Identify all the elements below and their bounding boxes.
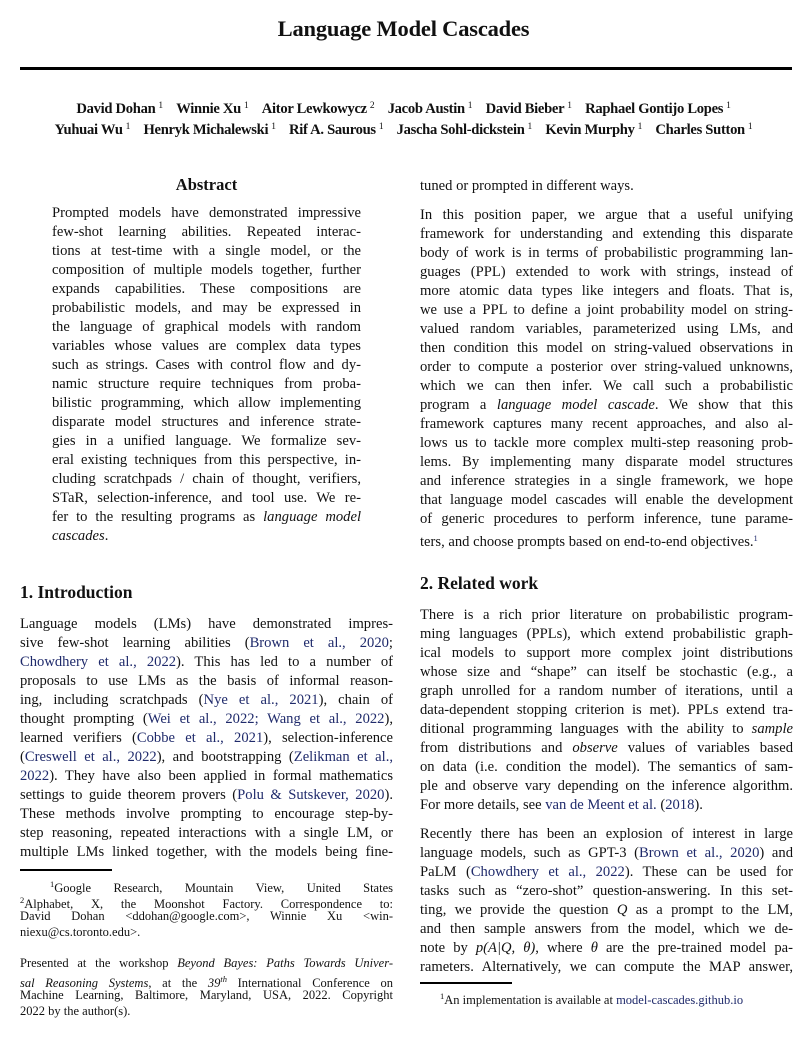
abstract-line: namic structure require techniques from proba- <box>52 376 361 392</box>
footnote-marker-link[interactable]: 1 <box>753 533 758 543</box>
authors-row-1 <box>0 101 807 118</box>
intro-line: proposals to use LMs as the basis of informal reason- <box>20 673 393 689</box>
author: Jascha Sohl-dickstein $^1$ <box>396 122 532 138</box>
paper-title: Language Model Cascades <box>277 16 530 41</box>
intro-line: Chowdhery et al., 2022). This has led to a number of <box>20 654 394 670</box>
intro-line: ing, including scratchpads (Nye et al., 2021), chain of <box>20 692 393 708</box>
intro-continuation: tuned or prompted in different ways. <box>420 178 634 194</box>
abstract-line: composition of multiple models together, further <box>52 262 361 278</box>
intro-line: learned verifiers (Cobbe et al., 2021), selection-inference <box>20 730 393 746</box>
author: David Dohan $^1$ <box>76 101 163 117</box>
citation-link[interactable]: Cobbe et al., 2021 <box>136 730 264 746</box>
author: Yuhuai Wu $^1$ <box>54 122 131 138</box>
author: Aitor Lewkowycz $^2$ <box>261 101 375 117</box>
implementation-footnote: $^1$An implementation is available at model-cascades.github.io <box>440 991 744 1007</box>
abstract-line: probabilistic models, and may be expressed in <box>52 300 361 316</box>
author: Winnie Xu $^1$ <box>176 101 249 117</box>
abstract-line: tions at test-time with a single model, or the <box>52 243 361 259</box>
abstract-line: variables whose values are complex data types <box>52 338 361 354</box>
implementation-link[interactable]: model-cascades.github.io <box>616 993 744 1007</box>
citation-link[interactable]: Zelikman et al., <box>293 749 393 765</box>
math-expression: p(A|Q, θ) <box>475 940 536 956</box>
intro-line: settings to guide theorem provers (Polu & Sutskever, 2020). <box>20 787 393 803</box>
abstract-line: fer to the resulting programs as language model <box>52 509 361 525</box>
citation-link[interactable]: Chowdhery et al., 2022 <box>470 864 625 880</box>
author: Raphael Gontijo Lopes $^1$ <box>585 101 731 117</box>
intro-line: step reasoning, repeated interactions with a single LM, or <box>20 825 393 841</box>
section-heading-introduction: 1. Introduction <box>20 582 133 602</box>
math-Q: Q <box>616 902 628 918</box>
author: Charles Sutton $^1$ <box>655 122 753 138</box>
abstract-line: the language of graphical models with random <box>52 319 361 335</box>
section-heading-related-work: 2. Related work <box>420 573 539 593</box>
authors-row-2 <box>0 122 807 139</box>
citation-link[interactable]: Chowdhery et al., 2022 <box>20 654 177 670</box>
intro-line: Language models (LMs) have demonstrated impres- <box>20 616 393 632</box>
intro-line: multiple LMs linked together, with the models being fine- <box>20 844 393 860</box>
abstract-line: STaR, selection-inference, and tool use. We re- <box>52 490 361 506</box>
abstract-line: expands capabilities. These compositions are <box>52 281 361 297</box>
abstract-line: gies in a unified language. We formalize sev- <box>52 433 361 449</box>
abstract-heading: Abstract <box>175 175 238 194</box>
intro-line: thought prompting (Wei et al., 2022; Wang et al., 2022), <box>20 711 393 727</box>
citation-link[interactable]: 2022 <box>20 768 50 784</box>
intro-line: These methods involve prompting to encourage step-by- <box>20 806 393 822</box>
abstract-line: few-shot learning abilities. Repeated interac- <box>52 224 361 240</box>
abstract-line: disparate model structures and inference strate- <box>52 414 361 430</box>
author: Kevin Murphy $^1$ <box>545 122 643 138</box>
title-rule <box>20 67 792 70</box>
citation-link[interactable]: Wei et al., 2022; Wang et al., 2022 <box>147 711 385 727</box>
abstract-line: such as strings. Cases with control flow and dy- <box>52 357 361 373</box>
author: Rif A. Saurous $^1$ <box>289 122 384 138</box>
citation-link[interactable]: Polu & Sutskever, 2020 <box>237 787 385 803</box>
citation-link[interactable]: 2018 <box>665 797 695 813</box>
author: Henryk Michalewski $^1$ <box>143 122 276 138</box>
abstract-line: eral existing techniques from this perspective, in- <box>52 452 361 468</box>
citation-link[interactable]: Brown et al., 2020 <box>639 845 760 861</box>
citation-link[interactable]: Creswell et al., 2022 <box>24 749 157 765</box>
abstract-line: Prompted models have demonstrated impressive <box>52 205 361 221</box>
abstract-line: cascades. <box>52 528 109 544</box>
citation-link[interactable]: van de Meent et al. <box>545 797 657 813</box>
author: David Bieber $^1$ <box>485 101 572 117</box>
math-theta: θ <box>590 940 598 956</box>
footnote-rule <box>420 982 512 984</box>
intro-line: 2022). They have also been applied in formal mathematics <box>20 768 393 784</box>
footnote-rule <box>20 869 112 871</box>
author: Jacob Austin $^1$ <box>387 101 473 117</box>
citation-link[interactable]: Brown et al., 2020 <box>249 635 389 651</box>
intro-line: sive few-shot learning abilities (Brown et al., 2020; <box>20 635 393 651</box>
citation-link[interactable]: Nye et al., 2021 <box>203 692 319 708</box>
abstract-line: bilistic programming, which allow implementing <box>52 395 361 411</box>
abstract-line: cluding scratchpads / chain of thought, verifiers, <box>52 471 361 487</box>
intro-line: (Creswell et al., 2022), and bootstrapping (Zelikman et al., <box>20 749 393 765</box>
